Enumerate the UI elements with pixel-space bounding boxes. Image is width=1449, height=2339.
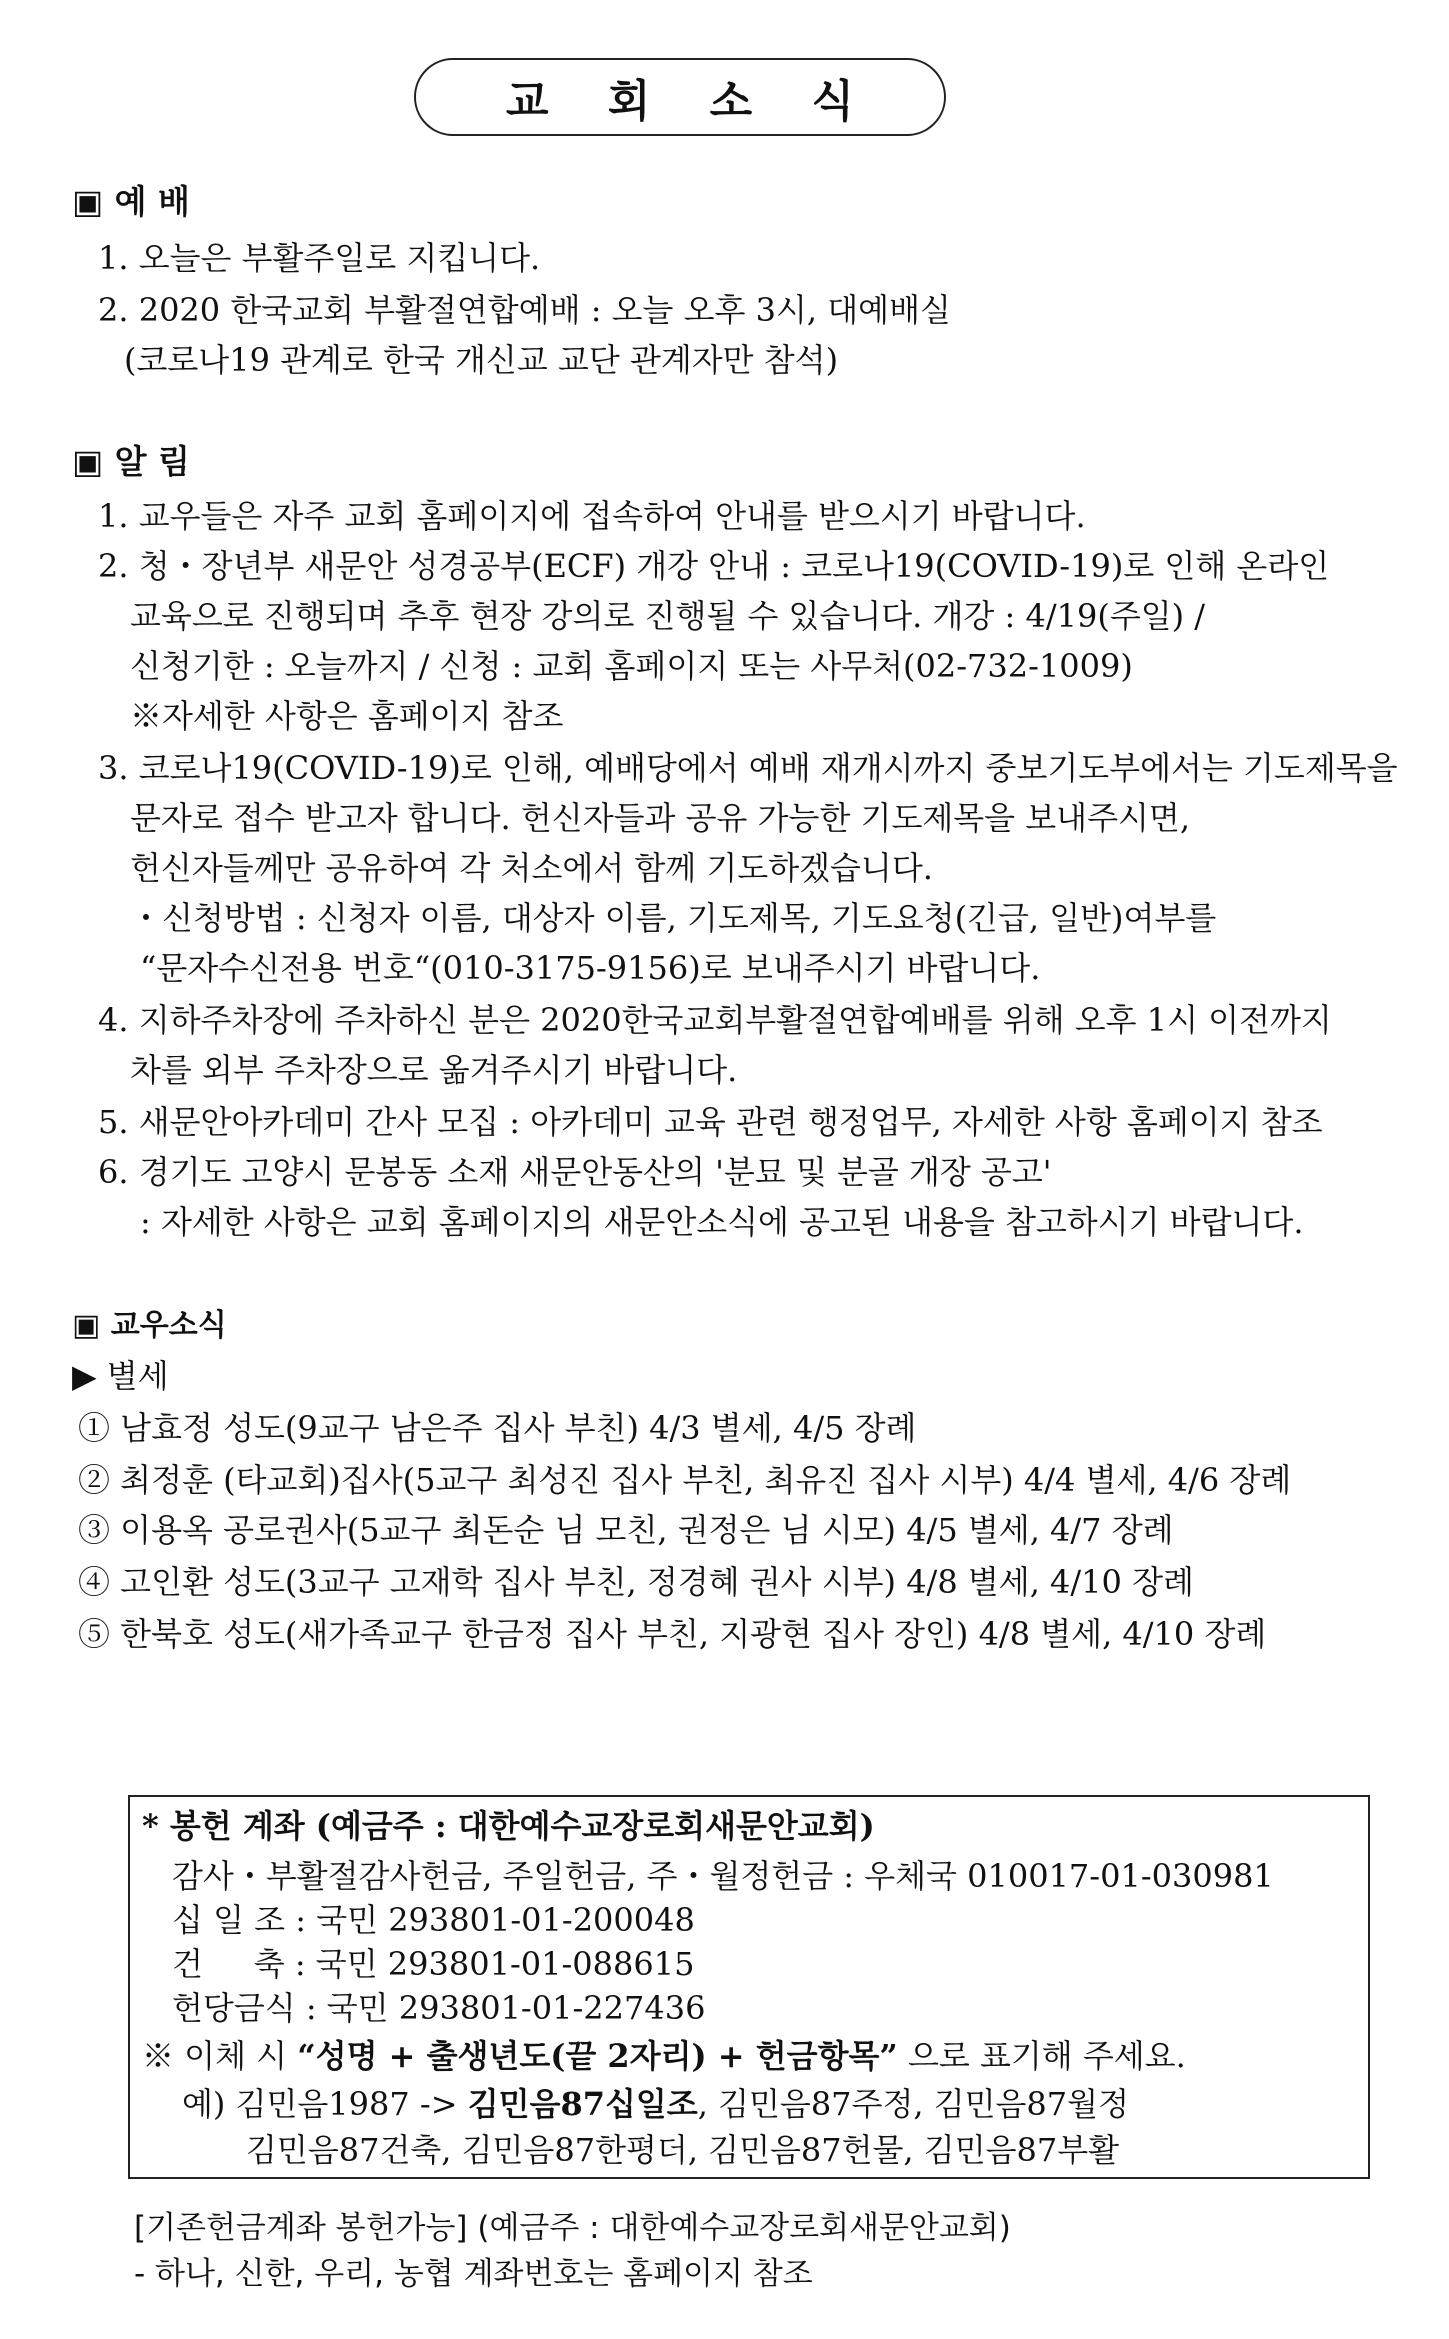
section-heading-members: ▣ 교우소식 — [72, 1308, 227, 1343]
page-title — [414, 58, 946, 136]
offering-account: 건 축 : 국민 293801-01-088615 — [172, 1945, 695, 1983]
notice-line: “문자수신전용 번호“(010-3175-9156)로 보내주시기 바랍니다. — [140, 949, 1041, 987]
obituary-item: ② 최정훈 (타교회)집사(5교구 최성진 집사 부친, 최유진 집사 시부) 4/4 별세, 4/6 장례 — [78, 1461, 1292, 1499]
notice-line: 4. 지하주차장에 주차하신 분은 2020한국교회부활절연합예배를 위해 오후 1시 이전까지 — [98, 1001, 1332, 1039]
notice-line: 1. 교우들은 자주 교회 홈페이지에 접속하여 안내를 받으시기 바랍니다. — [98, 497, 1086, 535]
notice-line: 3. 코로나19(COVID-19)로 인해, 예배당에서 예배 재개시까지 중보기도부에서는 기도제목을 — [98, 749, 1398, 787]
notice-line: 신청기한 : 오늘까지 / 신청 : 교회 홈페이지 또는 사무처(02-732-1009) — [130, 647, 1133, 685]
notice-line: 교육으로 진행되며 추후 현장 강의로 진행될 수 있습니다. 개강 : 4/19(주일) / — [130, 597, 1206, 635]
offering-note-prefix: ※ 이체 시 — [142, 2037, 298, 2075]
notice-line: ※자세한 사항은 홈페이지 참조 — [130, 697, 564, 735]
footer-bracket-label: [기존헌금계좌 봉헌가능] — [134, 2210, 468, 2246]
offering-note-format: “성명 + 출생년도(끝 2자리) + 헌금항목” — [297, 2037, 898, 2075]
offering-account: 십 일 조 : 국민 293801-01-200048 — [172, 1901, 695, 1939]
offering-example-bold: 김민음87십일조 — [467, 2085, 698, 2123]
page-title-text: 교 회 소 식 — [506, 76, 876, 127]
obituary-item: ④ 고인환 성도(3교구 고재학 집사 부친, 정경혜 권사 시부) 4/8 별세, 4/10 장례 — [78, 1563, 1194, 1601]
obituary-item: ③ 이용옥 공로권사(5교구 최돈순 님 모친, 권정은 님 시모) 4/5 별세, 4/7 장례 — [78, 1511, 1174, 1549]
offering-note-suffix: 으로 표기해 주세요. — [897, 2037, 1186, 2075]
offering-account: 감사・부활절감사헌금, 주일헌금, 주・월정헌금 : 우체국 010017-01-030981 — [172, 1857, 1274, 1895]
footer-line-1 — [134, 2208, 1011, 2248]
notice-line: 문자로 접수 받고자 합니다. 헌신자들과 공유 가능한 기도제목을 보내주시면, — [130, 799, 1190, 837]
notice-line: 2. 청・장년부 새문안 성경공부(ECF) 개강 안내 : 코로나19(COVID-19)로 인해 온라인 — [98, 547, 1330, 585]
footer-account-holder: (예금주 : 대한예수교장로회새문안교회) — [467, 2210, 1011, 2246]
offering-heading: * 봉헌 계좌 (예금주 : 대한예수교장로회새문안교회) — [142, 1807, 875, 1845]
offering-account: 헌당금식 : 국민 293801-01-227436 — [172, 1989, 706, 2027]
notice-line: 헌신자들께만 공유하여 각 처소에서 함께 기도하겠습니다. — [130, 849, 933, 887]
offering-example-prefix: 예) 김민음1987 -> — [182, 2085, 468, 2123]
section-heading-notice: ▣ 알 림 — [72, 442, 190, 481]
offering-example-rest: , 김민음87주정, 김민음87월정 — [697, 2085, 1129, 2123]
notice-line: : 자세한 사항은 교회 홈페이지의 새문안소식에 공고된 내용을 참고하시기 바랍니다. — [140, 1203, 1304, 1241]
notice-line: 5. 새문안아카데미 간사 모집 : 아카데미 교육 관련 행정업무, 자세한 사항 홈페이지 참조 — [98, 1103, 1323, 1141]
obituary-item: ① 남효정 성도(9교구 남은주 집사 부친) 4/3 별세, 4/5 장례 — [78, 1409, 917, 1447]
worship-item: 2. 2020 한국교회 부활절연합예배 : 오늘 오후 3시, 대예배실 — [98, 291, 951, 329]
notice-line: 차를 외부 주차장으로 옮겨주시기 바랍니다. — [130, 1051, 738, 1089]
notice-line: 6. 경기도 고양시 문봉동 소재 새문안동산의 '분묘 및 분골 개장 공고' — [98, 1153, 1052, 1191]
offering-example-line2: 김민음87건축, 김민음87한평더, 김민음87헌물, 김민음87부활 — [246, 2131, 1120, 2169]
footer-line-2: - 하나, 신한, 우리, 농협 계좌번호는 홈페이지 참조 — [134, 2256, 813, 2292]
section-heading-worship: ▣ 예 배 — [72, 182, 190, 221]
members-subheading: ▶ 별세 — [72, 1357, 169, 1395]
worship-item: 1. 오늘은 부활주일로 지킵니다. — [98, 239, 541, 277]
worship-item: (코로나19 관계로 한국 개신교 교단 관계자만 참석) — [124, 341, 839, 379]
notice-line: ・신청방법 : 신청자 이름, 대상자 이름, 기도제목, 기도요청(긴급, 일반)여부를 — [130, 899, 1217, 937]
offering-example — [182, 2084, 1129, 2124]
obituary-item: ⑤ 한북호 성도(새가족교구 한금정 집사 부친, 지광현 집사 장인) 4/8 별세, 4/10 장례 — [78, 1615, 1267, 1653]
offering-note — [142, 2036, 1186, 2076]
